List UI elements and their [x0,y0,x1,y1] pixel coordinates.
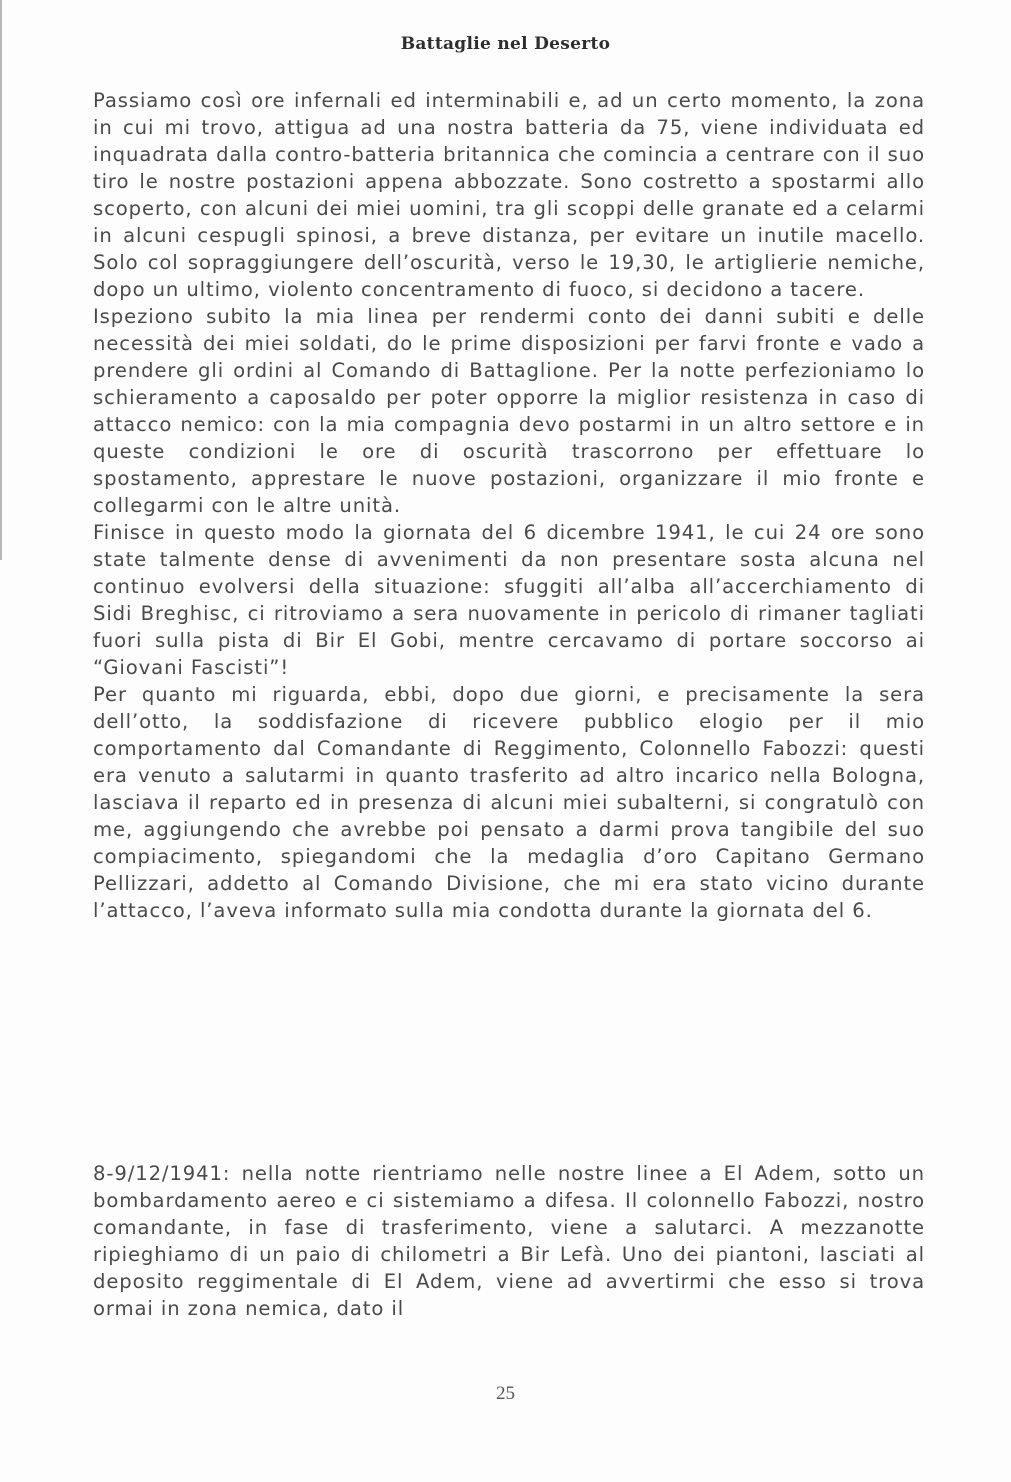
diary-entry-block [93,1160,925,1322]
page-edge-shadow [0,0,2,560]
running-header: Battaglie nel Deserto [400,34,611,54]
paragraph-december-6: Finisce in questo modo la giornata del 6 dicembre 1941, le cui 24 ore sono state talmente dense di avvenimenti da non presentare sosta alcuna nel continuo evolversi della situazione: sfuggiti all’alba all’accerchiamento di Sidi Breghisc, ci ritroviamo a sera nuovamente in pericolo di rimaner tagliati fuori sulla pista di Bir El Gobi, mentre cercavamo di portare soccorso ai “Giovani Fascisti”! [93,521,925,679]
page-number: 25 [496,1383,515,1404]
diary-entry-8-9-december: 8-9/12/1941: nella notte rientriamo nelle nostre linee a El Adem, sotto un bombardamento aereo e ci sistemiamo a difesa. Il colonnello Fabozzi, nostro comandante, in fase di trasferimento, viene a salutarci. A mezzanotte ripieghiamo di un paio di chilometri a Bir Lefà. Uno dei piantoni, lasciati al deposito reggimentale di El Adem, viene ad avvertirmi che esso si trova ormai in zona nemica, dato il [93,1162,925,1320]
main-text-block [93,87,925,924]
paragraph-commendation: Per quanto mi riguarda, ebbi, dopo due giorni, e precisamente la sera dell’otto, la soddisfazione di ricevere pubblico elogio per il mio comportamento dal Comandante di Reggimento, Colonnello Fabozzi: questi era venuto a salutarmi in quanto trasferito ad altro incarico nella Bologna, lasciava il reparto ed in presenza di alcuni miei subalterni, si congratulò con me, aggiungendo che avrebbe poi pensato a darmi prova tangibile del suo compiacimento, spiegandomi che la medaglia d’oro Capitano Germano Pellizzari, addetto al Comando Divisione, che mi era stato vicino durante l’attacco, l’aveva informato sulla mia condotta durante la giornata del 6. [93,683,925,922]
paragraph-inspection: Ispeziono subito la mia linea per rendermi conto dei danni subiti e delle necessità dei miei soldati, do le prime disposizioni per farvi fronte e vado a prendere gli ordini al Comando di Battaglione. Per la notte perfezioniamo lo schieramento a caposaldo per poter opporre la miglior resistenza in caso di attacco nemico: con la mia compagnia devo postarmi in un altro settore e in queste condizioni le ore di oscurità trascorrono per effettuare lo spostamento, apprestare le nuove postazioni, organizzare il mio fronte e collegarmi con le altre unità. [93,305,925,517]
paragraph-bombardment: Passiamo così ore infernali ed interminabili e, ad un certo momento, la zona in cui mi trovo, attigua ad una nostra batteria da 75, viene individuata ed inquadrata dalla contro-batteria britannica che comincia a centrare con il suo tiro le nostre postazioni appena abbozzate. Sono costretto a spostarmi allo scoperto, con alcuni dei miei uomini, tra gli scoppi delle granate ed a celarmi in alcuni cespugli spinosi, a breve distanza, per evitare un inutile macello. Solo col sopraggiungere dell’oscurità, verso le 19,30, le artiglierie nemiche, dopo un ultimo, violento concentramento di fuoco, si decidono a tacere. [93,89,925,301]
